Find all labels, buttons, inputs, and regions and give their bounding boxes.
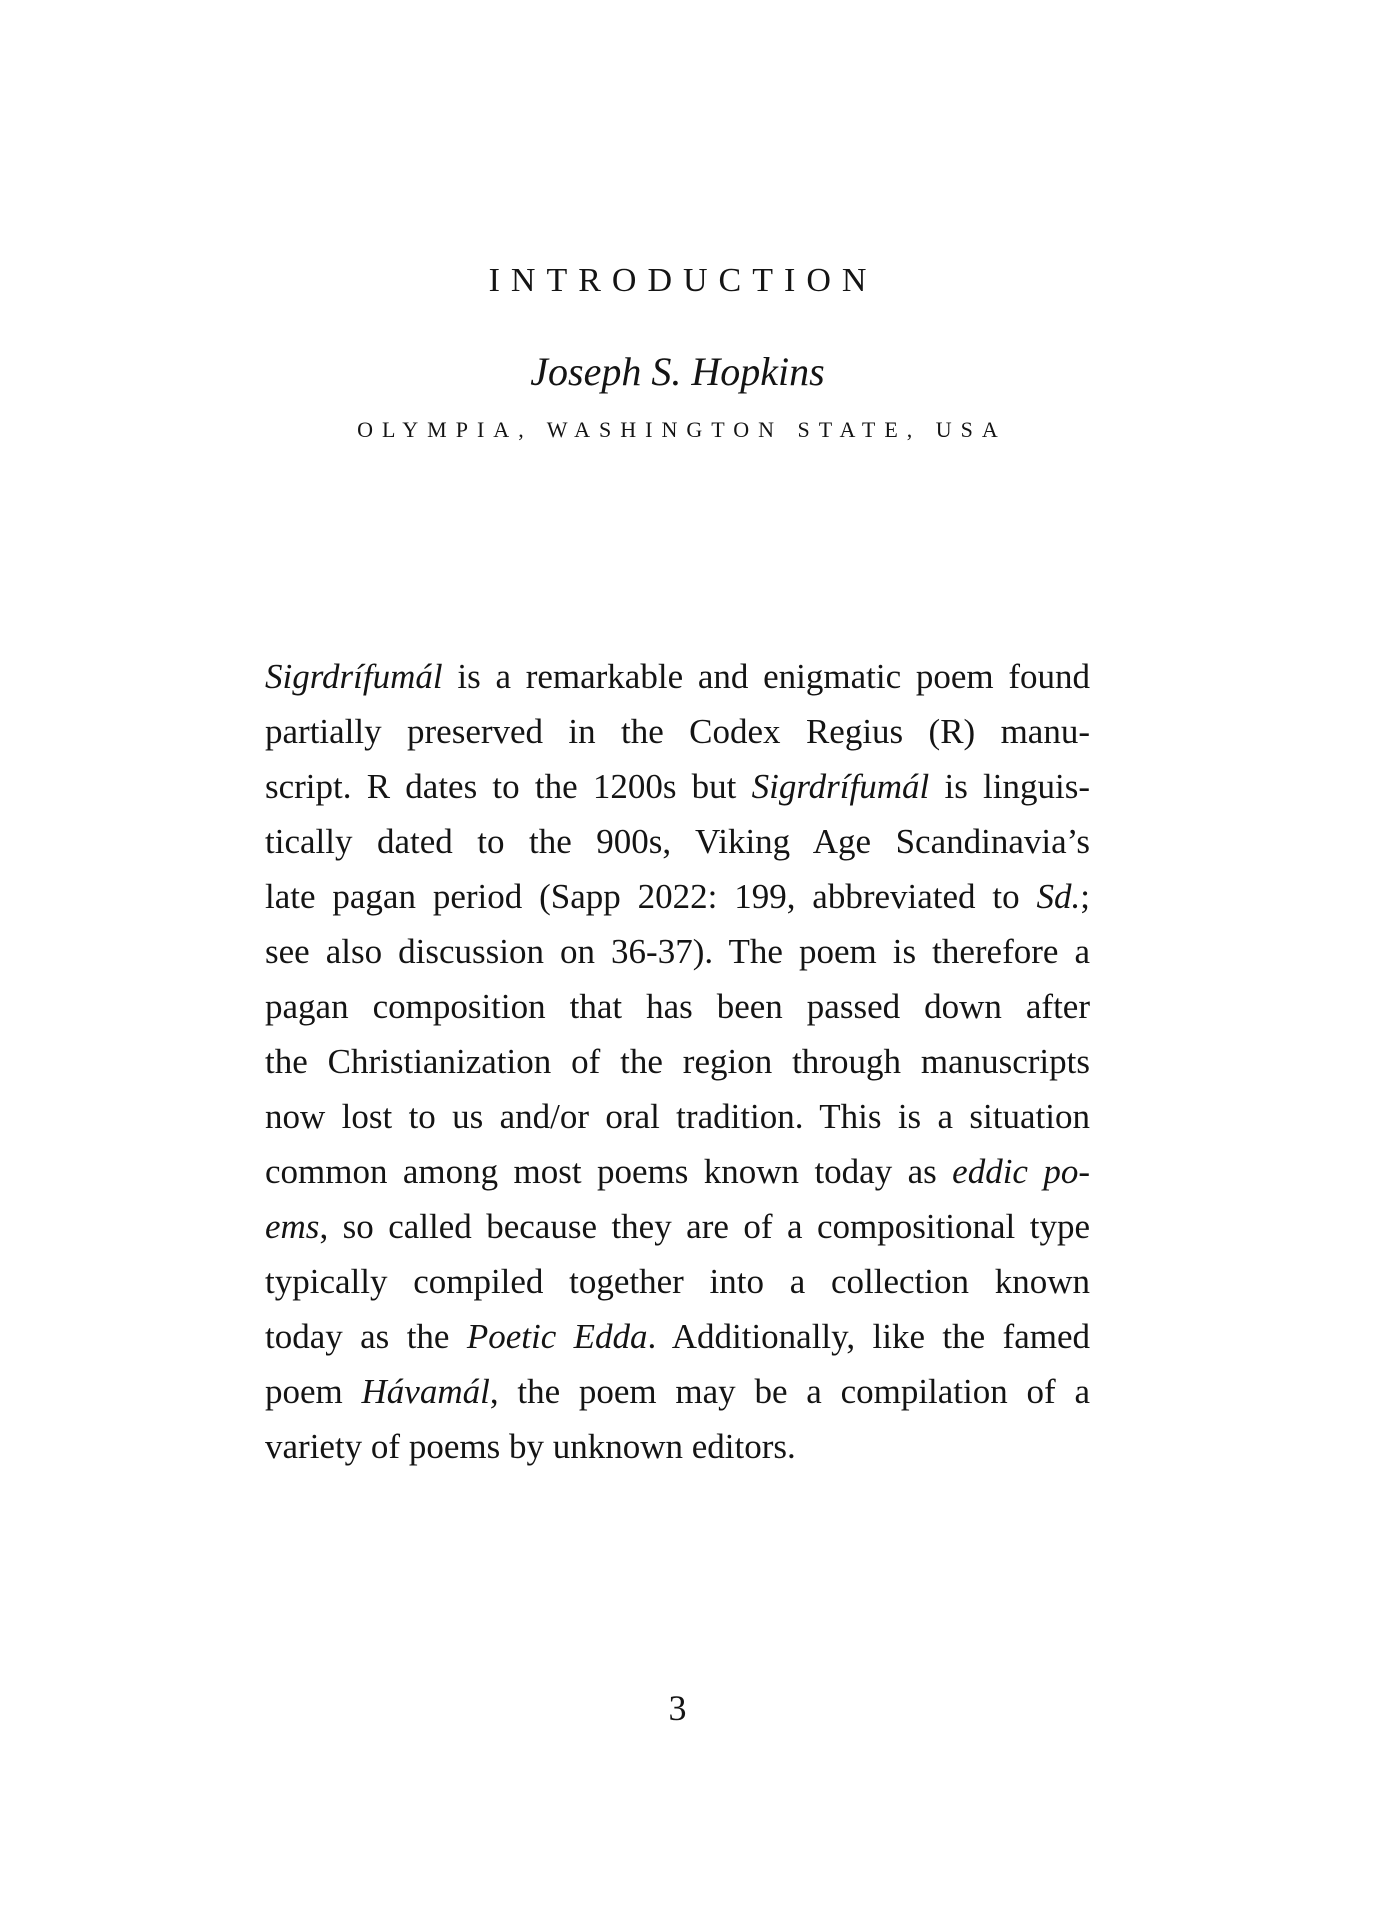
body-line <box>265 814 1090 869</box>
chapter-title: INTRODUCTION <box>488 262 878 299</box>
author-location: OLYMPIA, WASHINGTON STATE, USA <box>357 417 1007 442</box>
body-line <box>265 1419 1090 1474</box>
body-text-segment: late pagan period (Sapp 2022: 199, abbreviated to <box>265 877 1037 916</box>
body-line <box>265 704 1090 759</box>
body-text-segment: ; <box>1080 877 1090 916</box>
body-line <box>265 979 1090 1034</box>
body-line <box>265 869 1090 924</box>
italic-text: eddic po- <box>952 1152 1090 1191</box>
italic-text: ems <box>265 1207 320 1246</box>
body-text-segment: . Additionally, like the famed <box>647 1317 1090 1356</box>
body-text-segment: script. R dates to the 1200s but <box>265 767 752 806</box>
body-text-segment: pagan composition that has been passed down after <box>265 987 1090 1026</box>
body-line <box>265 1364 1090 1419</box>
body-text-segment: variety of poems by unknown editors. <box>265 1427 796 1466</box>
italic-text: Sd. <box>1036 877 1081 916</box>
body-line <box>265 1089 1090 1144</box>
italic-text: Poetic Edda <box>466 1317 648 1356</box>
body-text-segment: tically dated to the 900s, Viking Age Scandinavia’s <box>265 822 1090 861</box>
body-text-segment: , so called because they are of a compositional type <box>319 1207 1090 1246</box>
body-text-segment: is a remarkable and enigmatic poem found <box>442 657 1090 696</box>
italic-text: Hávamál <box>361 1372 490 1411</box>
body-text-segment: see also discussion on 36-37). The poem is therefore a <box>265 932 1090 971</box>
body-line <box>265 1254 1090 1309</box>
body-line <box>265 1199 1090 1254</box>
body-text-segment: typically compiled together into a collection known <box>265 1262 1090 1301</box>
body-line <box>265 759 1090 814</box>
italic-text: Sigrdrífumál <box>265 657 443 696</box>
body-line <box>265 649 1090 704</box>
body-line <box>265 924 1090 979</box>
body-text <box>265 649 1090 1474</box>
body-text-segment: now lost to us and/or oral tradition. This is a situation <box>265 1097 1090 1136</box>
body-line <box>265 1034 1090 1089</box>
author-name: Joseph S. Hopkins <box>530 349 825 394</box>
page-number: 3 <box>668 1688 687 1728</box>
body-text-segment: the Christianization of the region through manuscripts <box>265 1042 1090 1081</box>
body-text-segment: poem <box>265 1372 362 1411</box>
body-text-segment: partially preserved in the Codex Regius (R) manu- <box>265 712 1090 751</box>
body-line <box>265 1144 1090 1199</box>
body-line <box>265 1309 1090 1364</box>
body-text-segment: , the poem may be a compilation of a <box>489 1372 1090 1411</box>
body-text-segment: is linguis- <box>929 767 1090 806</box>
body-text-segment: common among most poems known today as <box>265 1152 953 1191</box>
body-text-segment: today as the <box>265 1317 467 1356</box>
italic-text: Sigrdrífumál <box>751 767 930 806</box>
